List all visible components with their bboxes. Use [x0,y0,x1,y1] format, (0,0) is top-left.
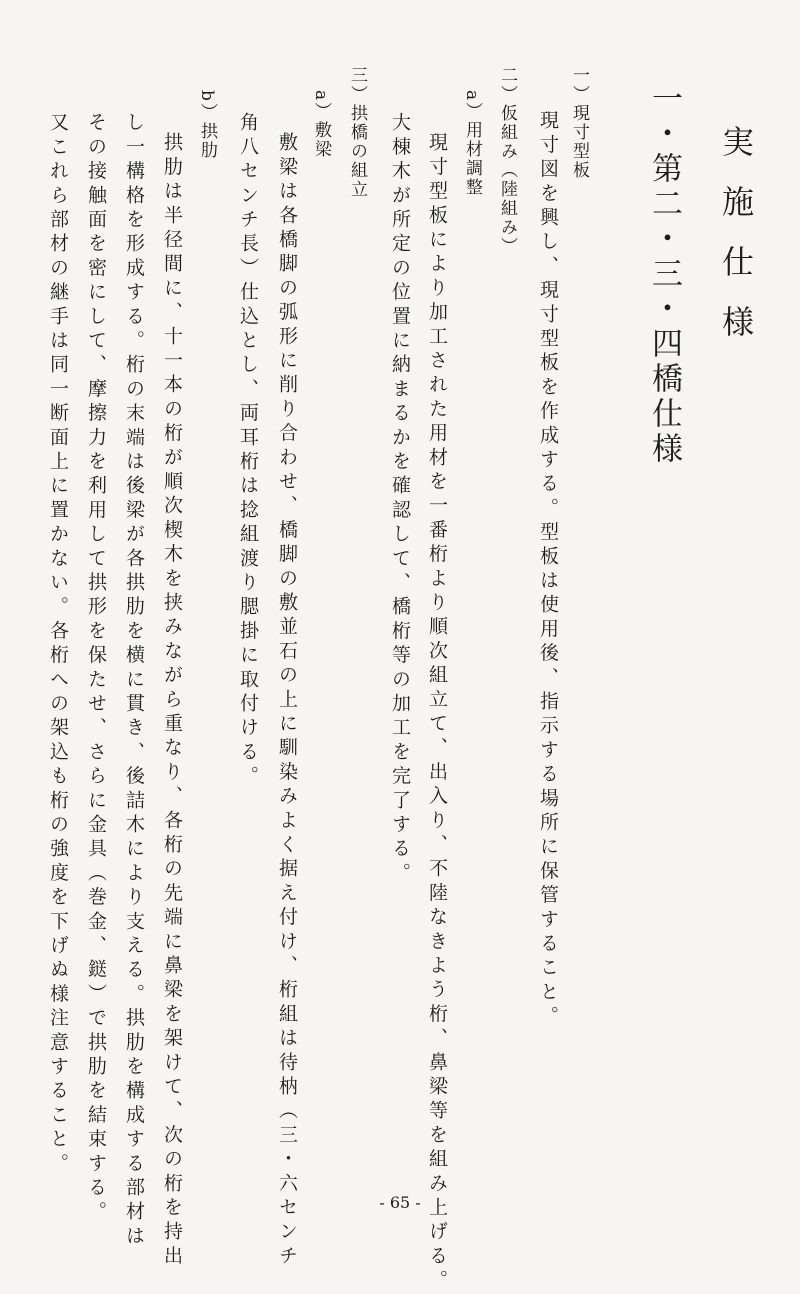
body-line: 現寸図を興し、現寸型板を作成する。型板は使用後、指示する場所に保管すること。 [537,110,559,1030]
section-label-3: 三）拱橋の組立 [347,66,367,199]
body-line: 敷梁は各橋脚の弧形に削り合わせ、橋脚の敷並石の上に馴染みよく据え付け、桁組は待枘（三・六センチ [276,132,298,1270]
body-line: 角八センチ長）仕込とし、両耳桁は捻組渡り腮掛に取付ける。 [237,112,259,790]
subsection-label: b）拱肋 [197,90,217,160]
section-heading: 一・第二・三・四橋仕様 [646,82,682,467]
body-line: 大棟木が所定の位置に納まるかを確認して、橋桁等の加工を完了する。 [389,112,411,887]
body-line: 現寸型板により加工された用材を一番桁より順次組立て、出入り、不陸なきよう桁、鼻梁等を組み上げる。 [426,132,448,1294]
body-line: し一構格を形成する。桁の末端は後梁が各拱肋を横に貫き、後詰木により支える。拱肋を構成する部材は [123,112,145,1250]
page-number: - 65 - [379,1193,421,1212]
section-label-1: 一）現寸型板 [569,66,589,180]
section-label-2: 二）仮組み（陸組み） [497,66,517,256]
subsection-label: a）用材調整 [462,90,482,198]
body-line: 又これら部材の継手は同一断面上に置かない。各桁への架込も桁の強度を下げぬ様注意すること。 [47,112,69,1177]
body-line: その接触面を密にして、摩擦力を利用して拱形を保たせ、さらに金具（巻金、鎹）で拱肋を結束する。 [85,112,107,1226]
subsection-label: a）敷梁 [311,90,331,160]
body-line: 拱肋は半径間に、十一本の桁が順次楔木を挟みながら重なり、各桁の先端に鼻梁を架けて、次の桁を持出 [161,132,183,1270]
page-title: 実施仕様 [717,125,755,365]
